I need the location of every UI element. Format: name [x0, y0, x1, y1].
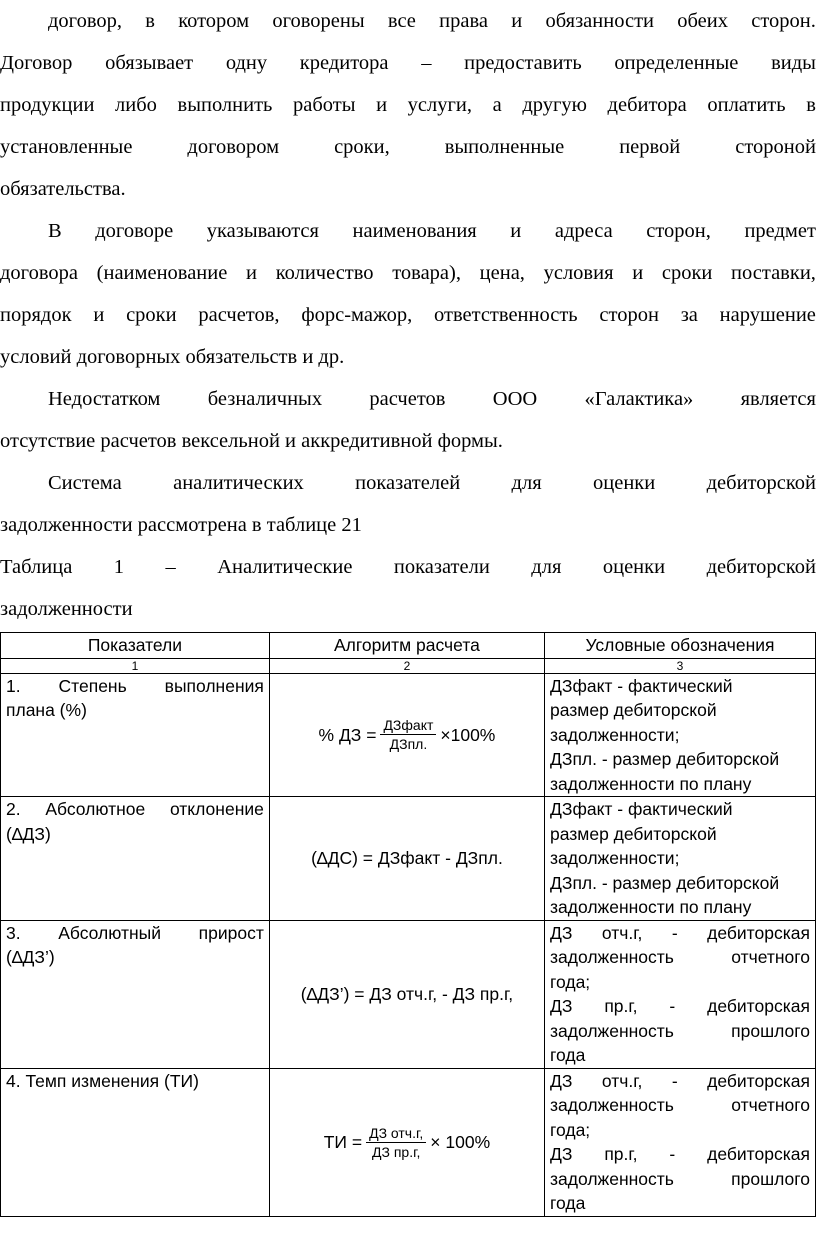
- word: 3.: [6, 922, 21, 943]
- word: указываются: [206, 220, 319, 242]
- formula-fraction: [380, 716, 436, 753]
- indicator-cell: [1, 673, 270, 797]
- word: поставки,: [731, 262, 816, 284]
- word: ООО: [492, 388, 538, 410]
- word: цена,: [479, 262, 525, 284]
- word: прошлого: [731, 1020, 810, 1041]
- word: другую: [522, 94, 587, 116]
- word: показатели: [393, 556, 490, 578]
- notation-line: [550, 921, 810, 946]
- word: «Галактика»: [584, 388, 694, 410]
- paragraph-contract-definition: [0, 0, 816, 210]
- paragraph-drawback: [0, 378, 816, 462]
- text-line: задолженности рассмотрена в таблице 21: [0, 514, 362, 536]
- word: порядок: [0, 304, 72, 326]
- word: задолженность: [550, 947, 674, 967]
- word: для: [511, 472, 542, 494]
- word: дебиторская: [707, 996, 810, 1016]
- text-line: [0, 252, 816, 294]
- word: дебиторская: [707, 1144, 810, 1164]
- word: является: [740, 388, 816, 410]
- notation-line: года: [550, 1045, 586, 1065]
- word: -: [671, 1070, 678, 1091]
- formula-right: × 100%: [430, 1131, 491, 1152]
- notation-line: задолженности по плану: [550, 897, 752, 917]
- word: оценки: [602, 556, 666, 578]
- word: дебиторская: [707, 922, 810, 943]
- notation-line: задолженности по плану: [550, 773, 752, 794]
- word: форс-мажор,: [301, 304, 413, 326]
- notation-line: года: [550, 1193, 586, 1213]
- word: выполнения: [164, 675, 264, 696]
- word: задолженность: [550, 1168, 674, 1189]
- word: обязанности: [545, 10, 654, 32]
- formula-left: % ДЗ =: [318, 724, 377, 745]
- column-number: 1: [1, 658, 270, 673]
- text-line: [0, 210, 816, 252]
- table-row: [1, 1068, 816, 1216]
- table-row: [1, 673, 816, 797]
- word: и: [510, 220, 522, 242]
- notation-line: года;: [550, 971, 591, 992]
- word: в: [806, 94, 816, 116]
- word: пр.г,: [604, 996, 638, 1016]
- notation-line: ДЗпл. - размер дебиторской: [550, 749, 780, 769]
- word: кредитора: [299, 52, 389, 74]
- word: отчетного: [731, 1095, 810, 1115]
- word: права: [439, 10, 488, 32]
- word: стороной: [735, 136, 816, 158]
- text-line: [0, 462, 816, 504]
- notation-line: [550, 1019, 810, 1044]
- word: оговорены: [272, 10, 365, 32]
- notation-line: размер дебиторской: [550, 700, 717, 720]
- word: обеих: [677, 10, 728, 32]
- formula-right: ×100%: [440, 724, 496, 745]
- notation-line: [550, 1069, 810, 1094]
- formula-numerator: ДЗфакт: [380, 716, 436, 735]
- word: и: [376, 94, 388, 116]
- word: и: [511, 10, 523, 32]
- word: в: [145, 10, 155, 32]
- formula: (∆ДС) = ДЗфакт - ДЗпл.: [311, 848, 503, 868]
- word: предмет: [744, 220, 816, 242]
- formula-denominator: ДЗпл.: [389, 736, 428, 753]
- column-number: 2: [269, 658, 544, 673]
- word: выполнить: [177, 94, 273, 116]
- word: количество: [275, 262, 374, 284]
- word: договора: [0, 262, 78, 284]
- formula: [319, 716, 496, 753]
- notation-line: ДЗфакт - фактический: [550, 799, 733, 819]
- text-line: [0, 0, 816, 42]
- notation-line: задолженности;: [550, 724, 680, 745]
- formula-cell: [269, 797, 544, 921]
- word: Недостатком: [48, 388, 161, 410]
- notation-line: [550, 1142, 810, 1167]
- text-line: задолженности: [0, 598, 133, 620]
- indicators-table: [0, 632, 816, 1217]
- word: котором: [178, 10, 250, 32]
- word: оценки: [593, 472, 656, 494]
- column-number: 3: [545, 658, 816, 673]
- notation-cell: [545, 673, 816, 797]
- word: отчетного: [731, 947, 810, 967]
- text-line: [0, 546, 816, 588]
- word: услуги,: [407, 94, 473, 116]
- word: нарушение: [719, 304, 816, 326]
- indicator-name: 4. Темп изменения (ТИ): [6, 1070, 199, 1091]
- word: 1: [113, 556, 125, 578]
- word: ДЗ: [550, 1070, 573, 1091]
- word: установленные: [0, 136, 133, 158]
- word: либо: [115, 94, 157, 116]
- formula-cell: [269, 673, 544, 797]
- word: ответственность: [434, 304, 578, 326]
- word: выполненные: [444, 136, 565, 158]
- table-caption: [0, 546, 816, 630]
- table-row: [1, 920, 816, 1068]
- word: работы: [293, 94, 356, 116]
- text-line: [0, 42, 816, 84]
- notation-cell: [545, 920, 816, 1068]
- formula-numerator: ДЗ отч.г,: [366, 1124, 426, 1143]
- text-line: [0, 294, 816, 336]
- header-notation: Условные обозначения: [545, 633, 816, 659]
- word: а: [492, 94, 502, 116]
- word: –: [421, 52, 432, 74]
- notation-cell: [545, 1068, 816, 1216]
- indicator-name-cont: плана (%): [6, 700, 87, 720]
- paragraph-system: [0, 462, 816, 546]
- word: адреса: [554, 220, 613, 242]
- indicator-cell: [1, 1068, 270, 1216]
- word: задолженность: [550, 1020, 674, 1041]
- word: и: [93, 304, 105, 326]
- word: 2.: [6, 799, 21, 819]
- word: сроки: [661, 262, 713, 284]
- word: дебиторской: [706, 556, 816, 578]
- word: прирост: [198, 922, 264, 943]
- indicator-name: [6, 797, 264, 822]
- text-line: [0, 126, 816, 168]
- word: прошлого: [731, 1168, 810, 1189]
- word: условия: [543, 262, 614, 284]
- text-line: отсутствие расчетов вексельной и аккредитивной формы.: [0, 430, 503, 452]
- word: за: [680, 304, 698, 326]
- word: (наименование: [96, 262, 228, 284]
- word: и: [632, 262, 644, 284]
- word: договором: [187, 136, 280, 158]
- word: одну: [225, 52, 268, 74]
- word: виды: [771, 52, 816, 74]
- text-line: [0, 378, 816, 420]
- column-number-row: [1, 658, 816, 673]
- word: Договор: [0, 52, 73, 74]
- word: для: [531, 556, 562, 578]
- word: -: [671, 922, 678, 943]
- notation-line: [550, 994, 810, 1019]
- word: договор,: [48, 10, 122, 32]
- header-algorithm: Алгоритм расчета: [269, 633, 544, 659]
- word: расчетов: [369, 388, 446, 410]
- formula: [324, 1124, 490, 1161]
- notation-line: [550, 945, 810, 970]
- word: сторон,: [646, 220, 711, 242]
- indicator-name-cont: (∆ДЗ): [6, 823, 51, 844]
- word: предоставить: [464, 52, 582, 74]
- word: аналитических: [173, 472, 304, 494]
- word: ДЗ: [550, 996, 573, 1016]
- word: товара),: [392, 262, 461, 284]
- paragraph-contract-contents: [0, 210, 816, 378]
- word: отч.г,: [601, 1070, 643, 1091]
- word: определенные: [614, 52, 739, 74]
- word: -: [669, 996, 676, 1016]
- word: Аналитические: [217, 556, 353, 578]
- indicator-cell: [1, 797, 270, 921]
- word: Степень: [58, 675, 127, 696]
- word: безналичных: [207, 388, 323, 410]
- indicator-name: [6, 674, 264, 699]
- word: дебитора: [607, 94, 687, 116]
- formula-cell: [269, 920, 544, 1068]
- word: Система: [48, 472, 122, 494]
- word: показателей: [355, 472, 461, 494]
- formula-denominator: ДЗ пр.г,: [372, 1143, 421, 1160]
- word: продукции: [0, 94, 95, 116]
- table-header-row: [1, 633, 816, 659]
- word: расчетов,: [198, 304, 280, 326]
- word: сторон.: [751, 10, 816, 32]
- word: Таблица: [0, 556, 73, 578]
- notation-line: ДЗпл. - размер дебиторской: [550, 872, 780, 893]
- word: -: [669, 1144, 676, 1164]
- header-indicators: Показатели: [1, 633, 270, 659]
- word: –: [165, 556, 176, 578]
- text-line: обязательства.: [0, 178, 126, 200]
- word: сторон: [599, 304, 659, 326]
- text-line: условий договорных обязательств и др.: [0, 346, 345, 368]
- word: все: [387, 10, 416, 32]
- word: Абсолютное: [45, 799, 146, 819]
- word: первой: [619, 136, 681, 158]
- indicator-name: [6, 921, 264, 946]
- word: ДЗ: [550, 1144, 573, 1164]
- word: обязывает: [105, 52, 194, 74]
- word: договоре: [95, 220, 174, 242]
- formula: (∆ДЗ’) = ДЗ отч.г, - ДЗ пр.г,: [300, 983, 514, 1004]
- word: оплатить: [707, 94, 786, 116]
- word: В: [48, 220, 62, 242]
- word: отклонение: [169, 799, 264, 819]
- word: и: [246, 262, 258, 284]
- notation-cell: [545, 797, 816, 921]
- formula-left: ТИ =: [323, 1131, 363, 1152]
- indicator-cell: [1, 920, 270, 1068]
- notation-line: года;: [550, 1119, 591, 1140]
- notation-line: ДЗфакт - фактический: [550, 675, 733, 696]
- word: 1.: [6, 675, 21, 696]
- indicator-name-cont: (∆ДЗ’): [6, 947, 55, 967]
- word: Абсолютный: [58, 922, 162, 943]
- word: сроки,: [334, 136, 390, 158]
- word: наименования: [352, 220, 477, 242]
- formula-cell: [269, 1068, 544, 1216]
- text-line: [0, 84, 816, 126]
- word: дебиторская: [707, 1070, 810, 1091]
- word: дебиторской: [706, 472, 816, 494]
- word: сроки: [126, 304, 177, 326]
- word: пр.г,: [604, 1144, 638, 1164]
- formula-fraction: [366, 1124, 426, 1161]
- word: задолженность: [550, 1095, 674, 1115]
- word: ДЗ: [550, 922, 573, 943]
- notation-line: [550, 1167, 810, 1192]
- notation-line: [550, 1093, 810, 1118]
- notation-line: задолженности;: [550, 848, 680, 868]
- notation-line: размер дебиторской: [550, 823, 717, 844]
- word: отч.г,: [601, 922, 643, 943]
- table-row: [1, 797, 816, 921]
